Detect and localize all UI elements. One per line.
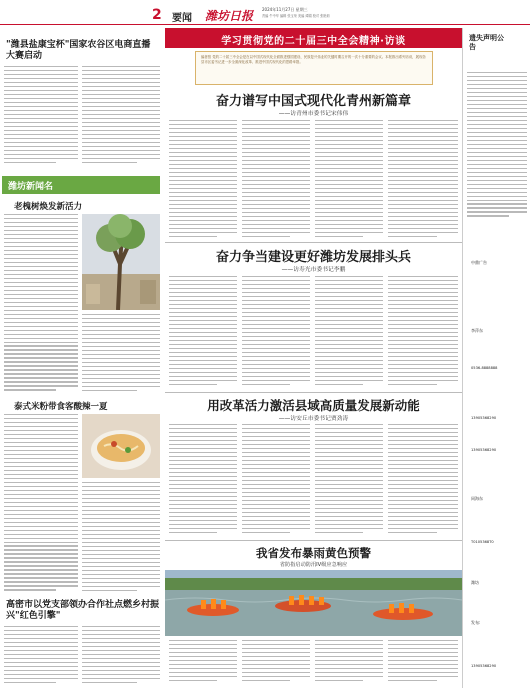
classified-label-3: 同海东 bbox=[471, 496, 483, 501]
masthead-rule bbox=[0, 24, 530, 25]
classified-phone-1: 0536-8888888 bbox=[471, 366, 498, 370]
column-banner-label: 潍坊新闻名 bbox=[8, 182, 54, 192]
story4-headline: 高密市以党支部领办合作社点燃乡村振兴"红色引擎" bbox=[6, 600, 160, 621]
classified-column bbox=[462, 28, 530, 688]
newspaper-logo: 潍坊日报 bbox=[205, 9, 254, 23]
article4-col1 bbox=[169, 640, 237, 686]
flood-rescue-photo bbox=[165, 570, 462, 636]
article2-col4 bbox=[388, 276, 458, 390]
story3-headline: 泰式米粉带食客酸辣一夏 bbox=[14, 402, 108, 412]
story2-body-b bbox=[82, 314, 160, 394]
article1-col2 bbox=[242, 120, 310, 240]
article3-col1 bbox=[169, 424, 237, 538]
article3-col3 bbox=[315, 424, 383, 538]
classified-label-1: 中鼎广告 bbox=[471, 260, 487, 265]
article2-col3 bbox=[315, 276, 383, 390]
classified-label-4: 潍坊 bbox=[471, 580, 479, 585]
article1-col1 bbox=[169, 120, 237, 240]
article4-headline: 我省发布暴雨黄色预警 bbox=[256, 546, 371, 560]
article1-subhead: ——访青州市委书记宋伟伟 bbox=[278, 111, 349, 117]
section-divider bbox=[165, 242, 462, 243]
center-column bbox=[165, 28, 462, 688]
article3-col2 bbox=[242, 424, 310, 538]
article1-headline: 奋力谱写中国式现代化青州新篇章 bbox=[215, 94, 411, 109]
story1-headline: "潍县盐康宝杯"国家农谷区电商直播大赛启动 bbox=[6, 40, 151, 61]
article2-col2 bbox=[242, 276, 310, 390]
issue-date: 2024年11月27日 星期三 bbox=[262, 7, 308, 12]
special-column-banner bbox=[165, 28, 462, 48]
classified-title: 遗失声明公告 bbox=[469, 34, 504, 51]
classified-phone-4: 13905368290 bbox=[471, 664, 497, 668]
section-divider bbox=[165, 540, 462, 541]
article3-col4 bbox=[388, 424, 458, 538]
old-tree-photo bbox=[82, 214, 160, 310]
story3-body-b bbox=[82, 482, 160, 594]
story1-body-b bbox=[82, 66, 160, 172]
issue-editors: 责编 牛中华 编辑 张玉荣 美编 谭娟 校对 张艳莉 bbox=[262, 14, 330, 18]
story3-body-a bbox=[4, 414, 78, 594]
article3-subhead: ——访安丘市委书记贾劲涛 bbox=[278, 416, 349, 422]
classified-phone-3: 13905368290 bbox=[471, 448, 497, 452]
article2-col1 bbox=[169, 276, 237, 390]
article1-col4 bbox=[388, 120, 458, 240]
masthead bbox=[0, 0, 530, 30]
special-column-title: 学习贯彻党的二十届三中全会精神·访谈 bbox=[221, 36, 406, 47]
story2-headline: 老槐树焕发新活力 bbox=[14, 202, 83, 212]
story1-body-a bbox=[4, 66, 78, 172]
article4-col3 bbox=[315, 640, 383, 686]
page-number: 2 bbox=[152, 7, 162, 23]
classified-phone-2: 13905368290 bbox=[471, 416, 497, 420]
column-banner bbox=[2, 176, 160, 194]
article4-col4 bbox=[388, 640, 458, 686]
left-column bbox=[0, 28, 165, 688]
article2-headline: 奋力争当建设更好潍坊发展排头兵 bbox=[215, 250, 411, 265]
rice-noodle-photo bbox=[82, 414, 160, 478]
story4-body-b bbox=[82, 626, 160, 686]
editor-note-text: 编者按 党的二十届三中全会是在以中国式现代化全面推进强国建设、民族复兴伟业的关键时期召开的一次十分重要的会议。本报推出系列访谈，展现各县市区委书记进一步全面深化改革、推进中国式现代化的思路举措。 bbox=[201, 55, 426, 64]
section-divider bbox=[165, 392, 462, 393]
article2-subhead: ——访寿光市委书记李鹏 bbox=[281, 267, 346, 273]
editor-note bbox=[195, 51, 433, 85]
article3-headline: 用改革活力激活县域高质量发展新动能 bbox=[207, 398, 420, 413]
classified-notices bbox=[467, 72, 527, 222]
section-name: 要闻 bbox=[172, 13, 192, 24]
article4-col2 bbox=[242, 640, 310, 686]
classified-label-2: 李萍东 bbox=[471, 328, 483, 333]
article4-subhead: 省防指启动防汛IV级应急响应 bbox=[279, 562, 348, 568]
classified-code-1: T0105368T0 bbox=[471, 540, 494, 544]
article1-col3 bbox=[315, 120, 383, 240]
story2-body-a bbox=[4, 214, 78, 394]
classified-label-5: 发布: bbox=[471, 620, 481, 625]
story4-body-a bbox=[4, 626, 78, 686]
